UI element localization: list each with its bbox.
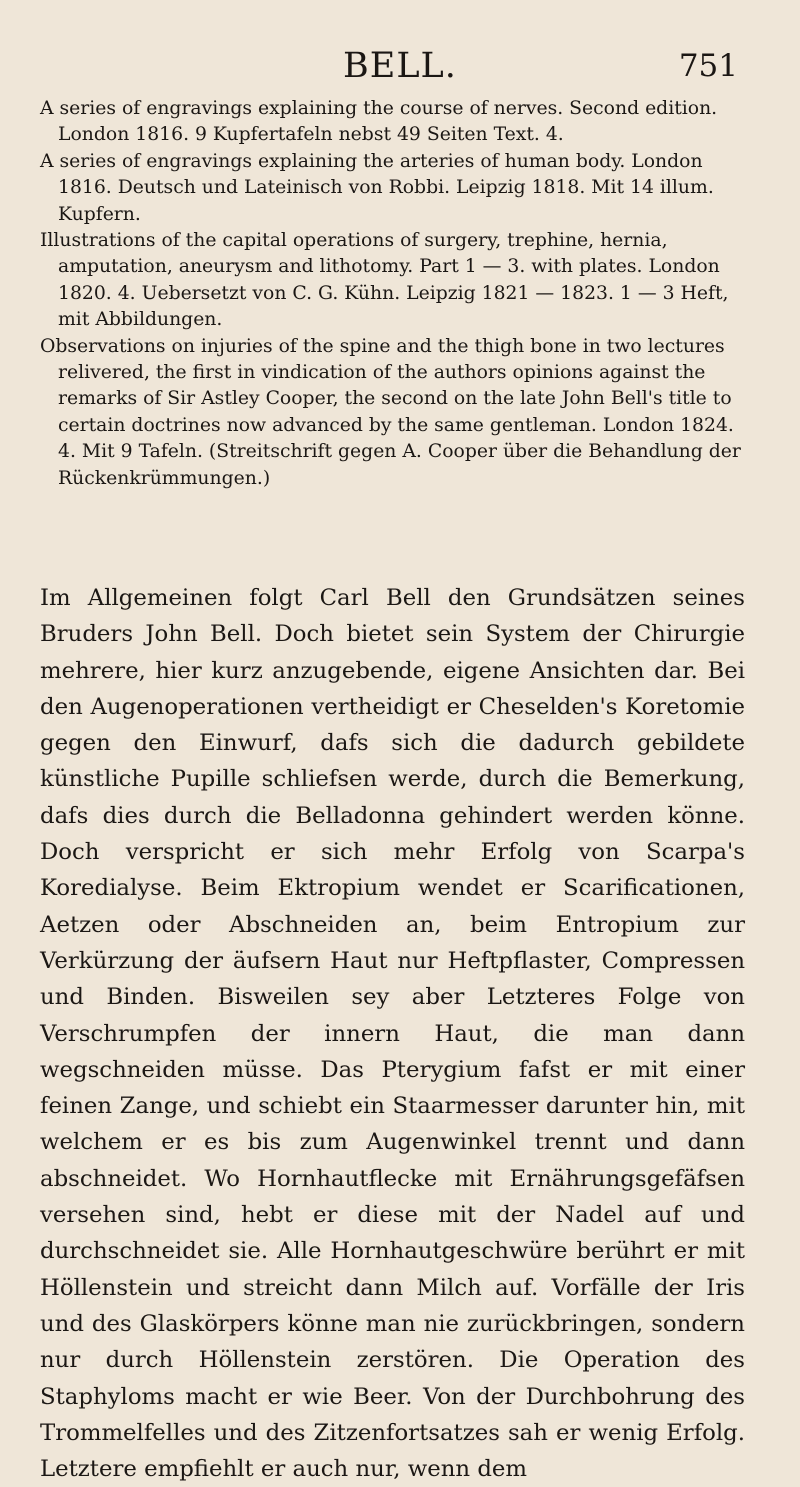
bib-entry: A series of engravings explaining the course of nerves. Second edition. London 1816. 9 Kupfertafeln nebst 49 Seiten Text. 4. — [40, 98, 718, 146]
bib-entry: A series of engravings explaining the arteries of human body. London 1816. Deutsch und Lateinisch von Robbi. Leipzig 1818. Mit 14 illum. Kupfern. — [40, 150, 714, 225]
bib-entry: Observations on injuries of the spine and the thigh bone in two lectures relivered, the first in vindication of the authors opinions against the remarks of Sir Astley Cooper, the second on the late John Bell's title to certain doctrines now advanced by the same gentleman. London 1824. 4. Mit 9 Tafeln. (Streitschrift gegen A. Cooper über die Behandlung der Rückenkrümmungen.) — [40, 335, 741, 489]
page-number: 751 — [678, 48, 738, 84]
bib-entry: Illustrations of the capital operations of surgery, trephine, hernia, amputation, aneurysm and lithotomy. Part 1 — 3. with plates. London 1820. 4. Uebersetzt von C. G. Kühn. Leipzig 1821 — 1823. 1 — 3 Heft, mit Abbildungen. — [40, 230, 729, 331]
bibliography-list — [40, 96, 745, 492]
page-header — [0, 42, 800, 92]
running-head: BELL. — [343, 46, 457, 86]
body-paragraph: Im Allgemeinen folgt Carl Bell den Grundsätzen seines Bruders John Bell. Doch bietet sein System der Chirurgie mehrere, hier kurz anzugebende, eigene Ansichten dar. Bei den Augenoperationen vertheidigt er Cheselden's Koretomie gegen den Einwurf, dafs sich die dadurch gebildete künstliche Pupille schliefsen werde, durch die Bemerkung, dafs dies durch die Belladonna gehindert werden könne. Doch verspricht er sich mehr Erfolg von Scarpa's Koredialyse. Beim Ektropium wendet er Scarificationen, Aetzen oder Abschneiden an, beim Entropium zur Verkürzung der äufsern Haut nur Heftpflaster, Compressen und Binden. Bisweilen sey aber Letzteres Folge von Verschrumpfen der innern Haut, die man dann wegschneiden müsse. Das Pterygium fafst er mit einer feinen Zange, und schiebt ein Staarmesser darunter hin, mit welchem er es bis zum Augenwinkel trennt und dann abschneidet. Wo Hornhautflecke mit Ernährungsgefäfsen versehen sind, hebt er diese mit der Nadel auf und durchschneidet sie. Alle Hornhautgeschwüre berührt er mit Höllenstein und streicht dann Milch auf. Vorfälle der Iris und des Glaskörpers könne man nie zurückbringen, sondern nur durch Höllenstein zerstören. Die Operation des Staphyloms macht er wie Beer. Von der Durchbohrung des Trommelfelles und des Zitzenfortsatzes sah er wenig Erfolg. Letztere empfiehlt er auch nur, wenn dem — [40, 585, 745, 1483]
